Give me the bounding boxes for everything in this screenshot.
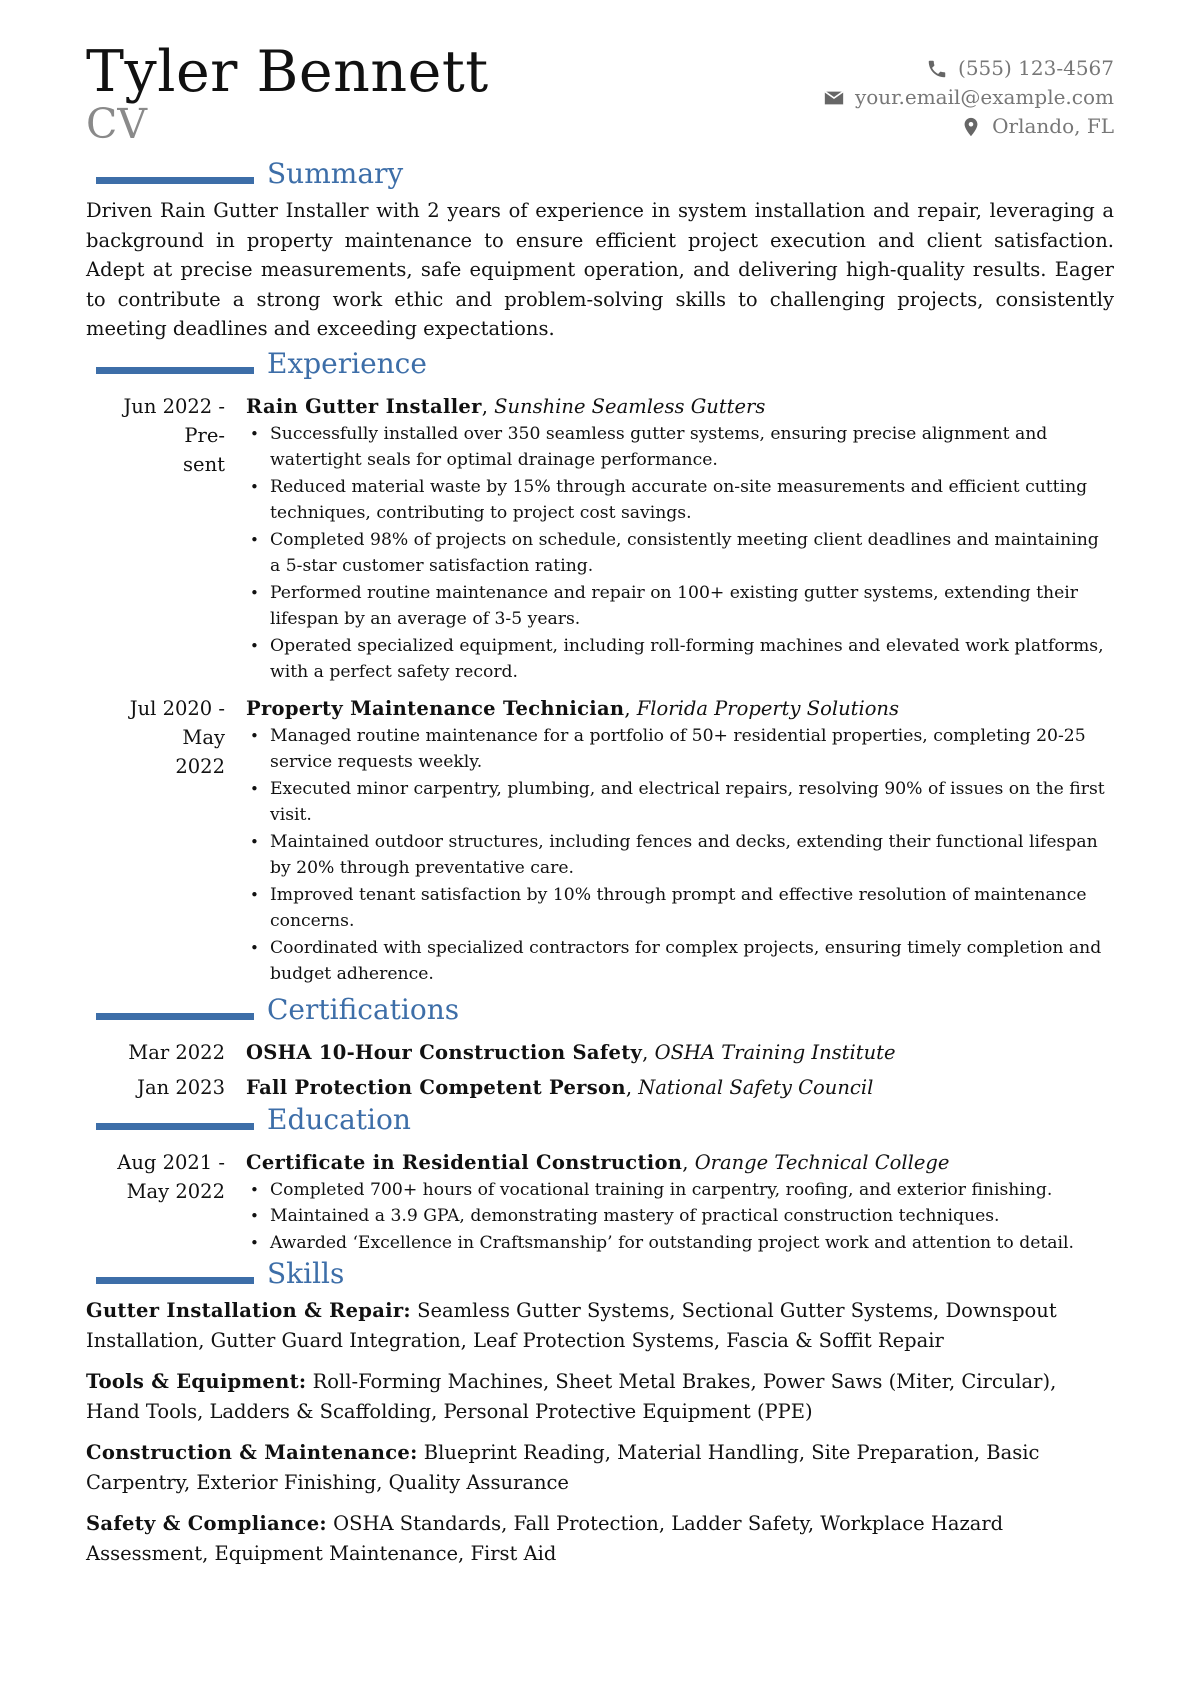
job-role: Property Maintenance Technician bbox=[246, 696, 625, 720]
entry-title: Certificate in Residential Construction, Orange Technical College bbox=[246, 1150, 950, 1174]
skill-group bbox=[86, 1367, 1114, 1426]
skill-group-text: OSHA Standards, Fall Protection, Ladder Safety, Workplace Hazard Assessment, Equipment Maintenance, First Aid bbox=[86, 1512, 1004, 1565]
contact-email bbox=[823, 83, 1114, 112]
entry-date bbox=[86, 392, 246, 686]
list-item: • Awarded ‘Excellence in Craftsmanship’ for outstanding project work and attention to detail. bbox=[270, 1230, 1114, 1257]
list-item: • Completed 700+ hours of vocational training in carpentry, roofing, and exterior finishing. bbox=[270, 1177, 1114, 1204]
section-experience-heading bbox=[86, 346, 1114, 386]
bullet-list bbox=[246, 723, 1114, 988]
list-item: • Completed 98% of projects on schedule, consistently meeting client deadlines and maintaining a 5-star customer satisfaction rating. bbox=[270, 527, 1114, 580]
job-org: Florida Property Solutions bbox=[636, 696, 900, 720]
list-item: • Successfully installed over 350 seamless gutter systems, ensuring precise alignment and watertight seals for optimal drainage performance. bbox=[270, 421, 1114, 474]
entry-date: Mar 2022 bbox=[128, 1040, 225, 1064]
section-title: Certifications bbox=[267, 992, 460, 1026]
experience-entry bbox=[86, 694, 1114, 988]
section-accent-bar bbox=[96, 1123, 254, 1130]
section-summary-heading bbox=[86, 157, 1114, 196]
entry-body bbox=[246, 694, 1114, 988]
entry-date: Jan 2023 bbox=[137, 1075, 225, 1099]
certification-name: Fall Protection Competent Person bbox=[246, 1075, 626, 1099]
summary-text: Driven Rain Gutter Installer with 2 years of experience in system installation and repair, leveraging a background in property maintenance to ensure efficient project execution and client satisfaction. Adept at precise measurements, safe equipment operation, and delivering high-quality results. Eager to contribute a strong work ethic and problem-solving skills to challenging projects, consistently meeting deadlines and exceeding expectations. bbox=[86, 199, 1114, 340]
list-item: • Performed routine maintenance and repair on 100+ existing gutter systems, extending their lifespan by an average of 3-5 years. bbox=[270, 580, 1114, 633]
section-accent-bar bbox=[96, 1013, 254, 1020]
section-accent-bar bbox=[96, 1277, 254, 1284]
skill-group bbox=[86, 1438, 1114, 1497]
skill-group-label: Safety & Compliance: bbox=[86, 1512, 327, 1535]
list-item: • Managed routine maintenance for a portfolio of 50+ residential properties, completing 20-25 service requests weekly. bbox=[270, 723, 1114, 776]
resume-page bbox=[86, 40, 1114, 1580]
phone-number[interactable]: (555) 123-4567 bbox=[958, 56, 1114, 80]
certification-org: National Safety Council bbox=[638, 1075, 874, 1099]
skill-group-text: Seamless Gutter Systems, Sectional Gutter Systems, Downspout Installation, Gutter Guard Integration, Leaf Protection Systems, Fascia & Soffit Repair bbox=[86, 1299, 1057, 1352]
list-item: • Coordinated with specialized contractors for complex projects, ensuring timely completion and budget adherence. bbox=[270, 935, 1114, 988]
section-accent-bar bbox=[96, 367, 254, 374]
section-title: Summary bbox=[267, 157, 404, 190]
skill-group bbox=[86, 1296, 1114, 1355]
resume-header bbox=[86, 40, 1114, 158]
skill-group-label: Construction & Maintenance: bbox=[86, 1441, 418, 1464]
date-line: 2022 bbox=[175, 754, 225, 778]
list-item: • Maintained outdoor structures, including fences and decks, extending their functional lifespan by 20% through preventative care. bbox=[270, 829, 1114, 882]
date-line: sent bbox=[183, 452, 225, 476]
skill-group-text: Blueprint Reading, Material Handling, Site Preparation, Basic Carpentry, Exterior Finishing, Quality Assurance bbox=[86, 1441, 1040, 1494]
list-item: • Executed minor carpentry, plumbing, and electrical repairs, resolving 90% of issues on the first visit. bbox=[270, 776, 1114, 829]
contact-phone bbox=[823, 54, 1114, 83]
date-line: May 2022 bbox=[126, 1179, 225, 1203]
entry-title: Fall Protection Competent Person, National Safety Council bbox=[246, 1075, 874, 1099]
envelope-icon bbox=[823, 87, 845, 109]
education-entry bbox=[86, 1148, 1114, 1257]
date-line: Aug 2021 - bbox=[117, 1150, 225, 1174]
contact-location bbox=[823, 112, 1114, 141]
section-title: Experience bbox=[267, 346, 427, 380]
job-org: Sunshine Seamless Gutters bbox=[494, 394, 766, 418]
entry-title: Property Maintenance Technician, Florida Property Solutions bbox=[246, 696, 900, 720]
list-item: • Maintained a 3.9 GPA, demonstrating mastery of practical construction techniques. bbox=[270, 1203, 1114, 1230]
date-line: Jul 2020 - May bbox=[129, 696, 225, 749]
date-line: Jun 2022 - Pre- bbox=[123, 394, 225, 447]
location-text: Orlando, FL bbox=[992, 114, 1114, 138]
candidate-name: Tyler Bennett bbox=[86, 39, 489, 105]
skill-group bbox=[86, 1509, 1114, 1568]
degree-name: Certificate in Residential Construction bbox=[246, 1150, 683, 1174]
entry-date bbox=[86, 1148, 246, 1257]
entry-body bbox=[246, 392, 1114, 686]
bullet-list bbox=[246, 1177, 1114, 1257]
job-role: Rain Gutter Installer bbox=[246, 394, 482, 418]
list-item: • Reduced material waste by 15% through accurate on-site measurements and efficient cutting techniques, contributing to project cost savings. bbox=[270, 474, 1114, 527]
entry-title: OSHA 10-Hour Construction Safety, OSHA Training Institute bbox=[246, 1040, 896, 1064]
certification-entry bbox=[86, 1038, 1114, 1067]
certification-org: OSHA Training Institute bbox=[654, 1040, 896, 1064]
phone-icon bbox=[926, 58, 948, 80]
entry-date bbox=[86, 694, 246, 988]
school-name: Orange Technical College bbox=[694, 1150, 950, 1174]
section-certifications-heading bbox=[86, 992, 1114, 1032]
email-address[interactable]: your.email@example.com bbox=[854, 85, 1114, 109]
experience-entry bbox=[86, 392, 1114, 686]
section-accent-bar bbox=[96, 177, 254, 184]
certification-name: OSHA 10-Hour Construction Safety bbox=[246, 1040, 643, 1064]
section-skills-heading bbox=[86, 1257, 1114, 1296]
entry-body bbox=[246, 1148, 1114, 1257]
section-title: Education bbox=[267, 1102, 411, 1136]
skill-group-label: Gutter Installation & Repair: bbox=[86, 1299, 411, 1322]
location-pin-icon bbox=[960, 116, 982, 138]
skill-group-label: Tools & Equipment: bbox=[86, 1370, 307, 1393]
list-item: • Improved tenant satisfaction by 10% through prompt and effective resolution of maintenance concerns. bbox=[270, 882, 1114, 935]
entry-title: Rain Gutter Installer, Sunshine Seamless Gutters bbox=[246, 394, 766, 418]
section-title: Skills bbox=[267, 1257, 345, 1290]
document-subtitle: CV bbox=[86, 100, 147, 148]
list-item: • Operated specialized equipment, including roll-forming machines and elevated work platforms, with a perfect safety record. bbox=[270, 633, 1114, 686]
skill-group-text: Roll-Forming Machines, Sheet Metal Brakes, Power Saws (Miter, Circular), Hand Tools, Ladders & Scaffolding, Personal Protective Equipment (PPE) bbox=[86, 1370, 1057, 1423]
contact-block bbox=[823, 54, 1114, 141]
bullet-list bbox=[246, 421, 1114, 686]
certification-entry bbox=[86, 1073, 1114, 1102]
section-education-heading bbox=[86, 1102, 1114, 1142]
